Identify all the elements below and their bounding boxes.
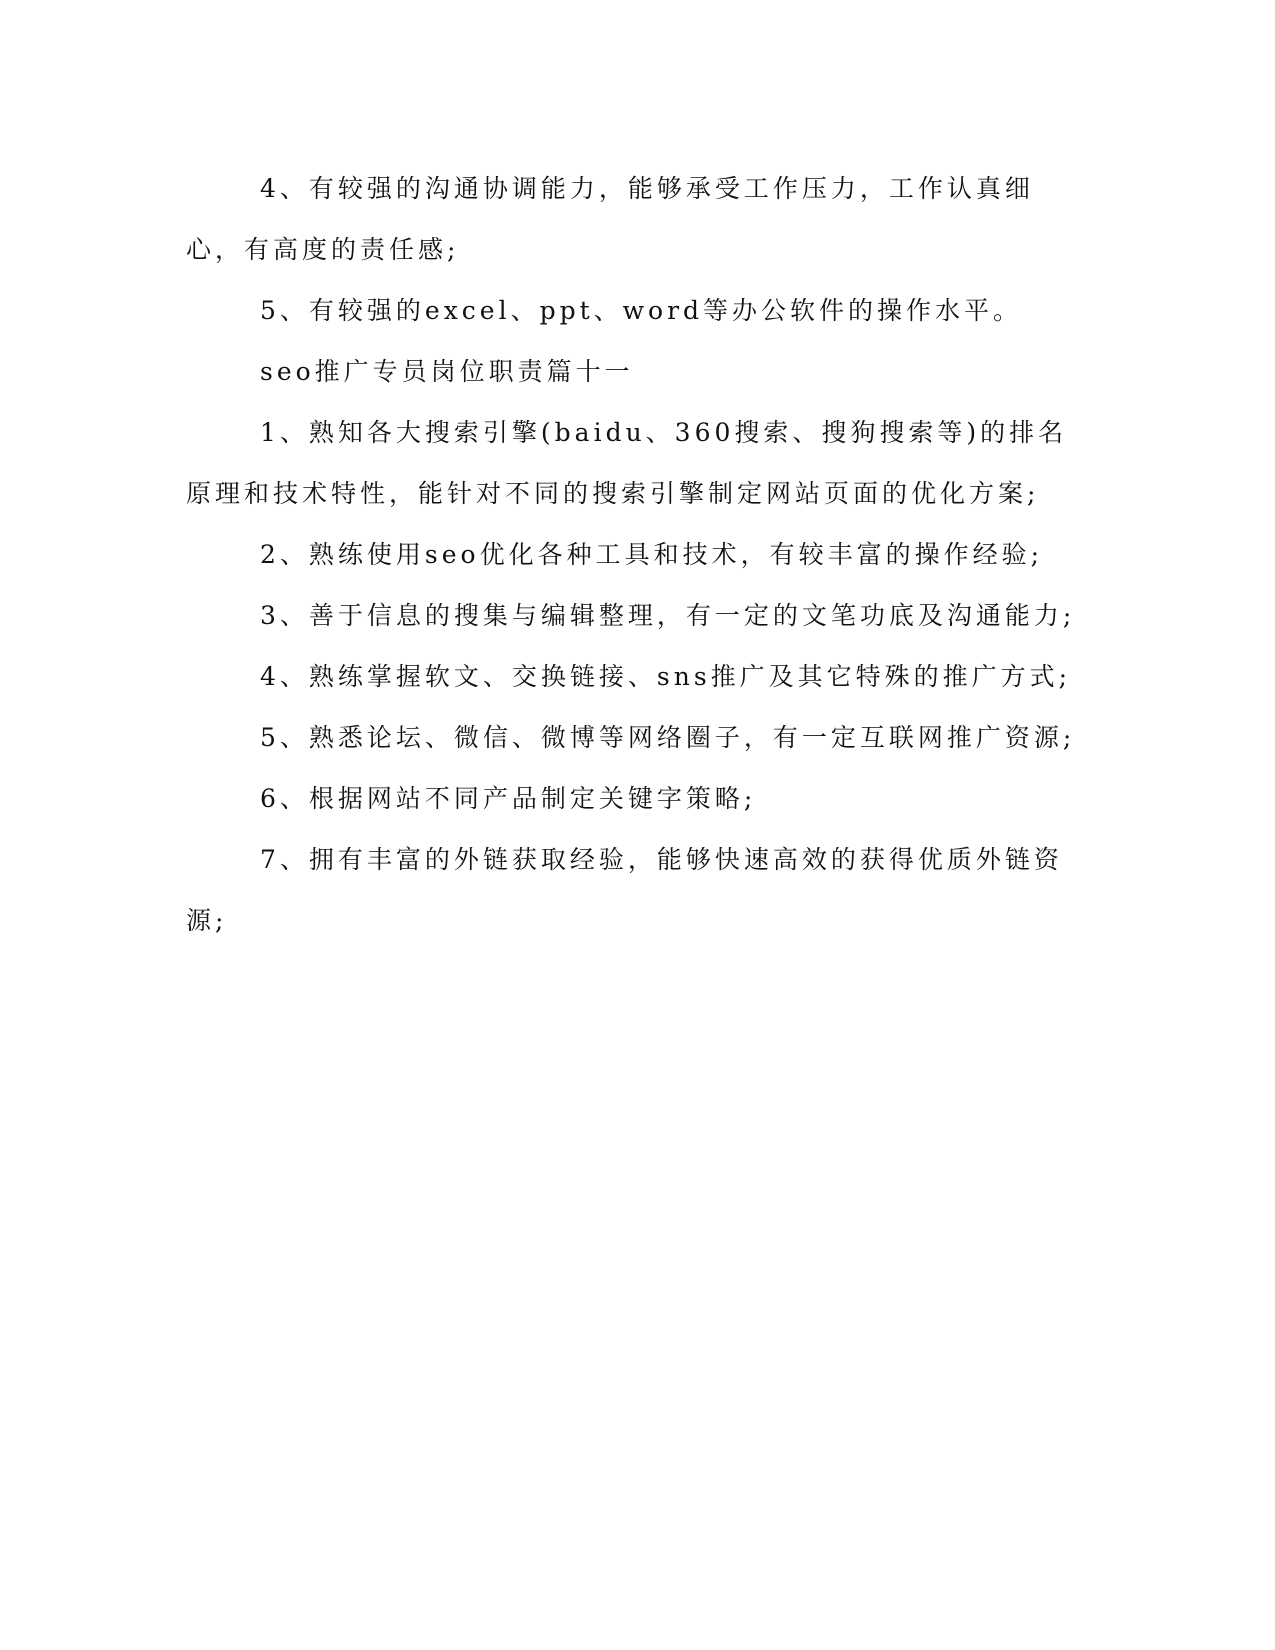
paragraph-duty-3: 3、善于信息的搜集与编辑整理，有一定的文笔功底及沟通能力;	[260, 601, 1076, 630]
section-heading: seo推广专员岗位职责篇十一	[260, 357, 634, 386]
paragraph-duty-1: 1、熟知各大搜索引擎(baidu、360搜索、搜狗搜索等)的排名原理和技术特性，能针对不同的搜索引擎制定网站页面的优化方案;	[186, 418, 1068, 508]
paragraph-requirement-4: 4、有较强的沟通协调能力，能够承受工作压力，工作认真细心，有高度的责任感;	[186, 174, 1034, 264]
document-body	[186, 158, 1076, 951]
paragraph-duty-4: 4、熟练掌握软文、交换链接、sns推广及其它特殊的推广方式;	[260, 662, 1072, 691]
paragraph-duty-2: 2、熟练使用seo优化各种工具和技术，有较丰富的操作经验;	[260, 540, 1044, 569]
paragraph-duty-5: 5、熟悉论坛、微信、微博等网络圈子，有一定互联网推广资源;	[260, 723, 1076, 752]
paragraph-requirement-5: 5、有较强的excel、ppt、word等办公软件的操作水平。	[260, 296, 1023, 325]
paragraph-duty-7: 7、拥有丰富的外链获取经验，能够快速高效的获得优质外链资源;	[186, 845, 1063, 935]
paragraph-duty-6: 6、根据网站不同产品制定关键字策略;	[260, 784, 757, 813]
